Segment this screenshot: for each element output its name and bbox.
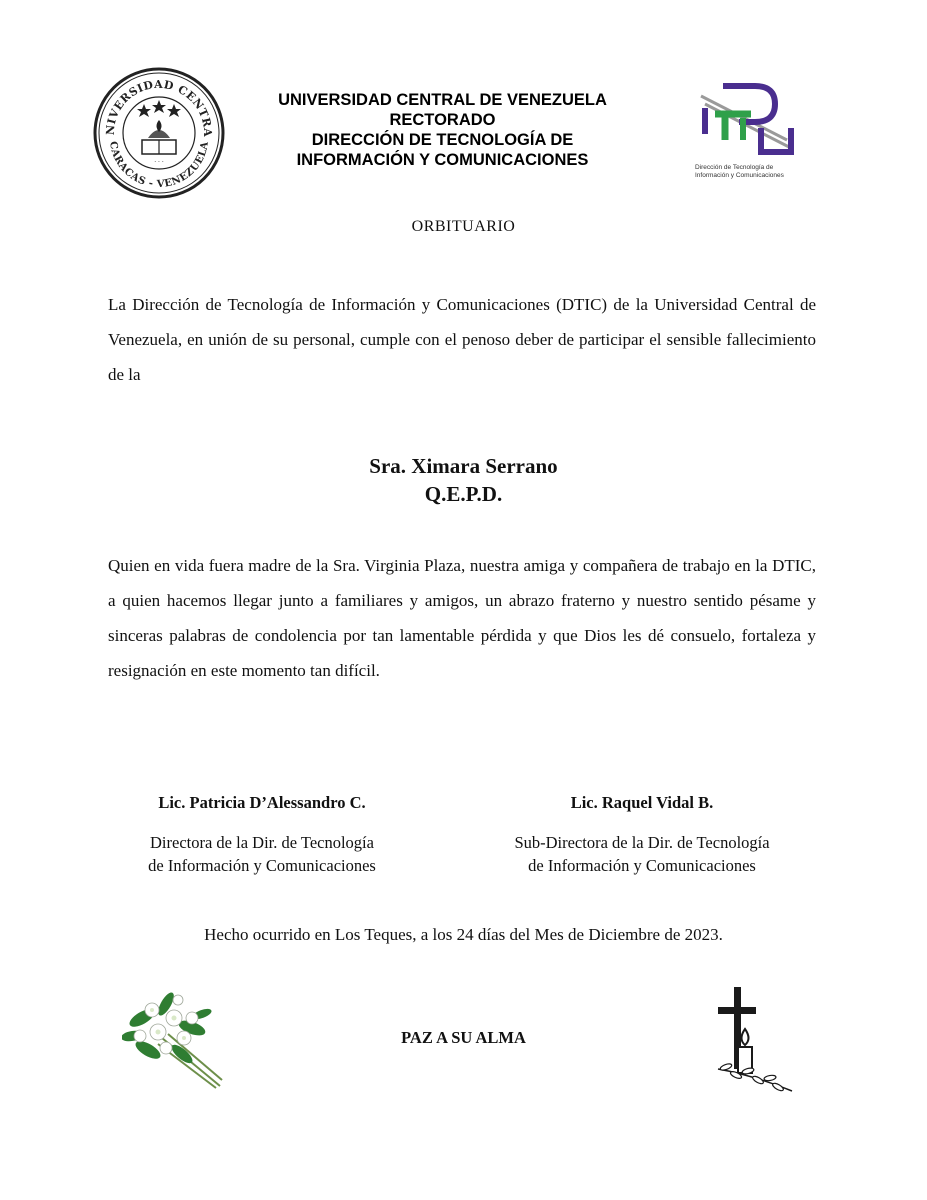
signer-title-line: de Información y Comunicaciones xyxy=(148,856,376,875)
intro-text: La Dirección de Tecnología de Información y Comunicaciones (DTIC) de la Universidad Central de Venezuela, en unión de su personal, cumple con el penoso deber de participar el sensible fallecimiento de la xyxy=(108,295,816,384)
dtic-logo-caption-line2: Información y Comunicaciones xyxy=(695,172,784,179)
dtic-logo-icon xyxy=(695,78,800,198)
signer-title-line: Directora de la Dir. de Tecnología xyxy=(150,833,374,852)
date-line: Hecho ocurrido en Los Teques, a los 24 días del Mes de Diciembre de 2023. xyxy=(204,925,723,944)
condolence-paragraph xyxy=(108,548,816,688)
dtic-logo-caption-line1: Dirección de Tecnología de xyxy=(695,164,774,171)
closing-phrase: PAZ A SU ALMA xyxy=(401,1028,526,1047)
svg-text:· · ·: · · · xyxy=(154,159,164,166)
seal-bottom-text: CARACAS - VENEZUELA xyxy=(107,140,211,191)
signer-name: Lic. Patricia D’Alessandro C. xyxy=(158,793,366,812)
deceased-name: Sra. Ximara Serrano xyxy=(369,454,558,478)
condolence-text: Quien en vida fuera madre de la Sra. Virginia Plaza, nuestra amiga y compañera de trabajo en la DTIC, a quien hacemos llegar junto a familiares y amigos, un abrazo fraterno y nuestro sentido pésame y sinceras palabras de condolencia por tan lamentable pérdida y que Dios les dé consuelo, fortaleza y resignación en este momento tan difícil. xyxy=(108,556,816,680)
header-line-direccion: DIRECCIÓN DE TECNOLOGÍA DE xyxy=(311,131,574,149)
cross-candle-icon xyxy=(712,985,796,1095)
header-line-informacion: INFORMACIÓN Y COMUNICACIONES xyxy=(296,151,589,169)
dtic-logo-caption xyxy=(695,164,800,180)
university-seal-icon xyxy=(92,66,226,200)
signer-title-line: Sub-Directora de la Dir. de Tecnología xyxy=(514,833,770,852)
deceased-block xyxy=(0,452,927,508)
seal-top-text: NIVERSIDAD CENTRA xyxy=(103,77,215,138)
signer-subdirector xyxy=(482,791,802,877)
signer-director xyxy=(112,791,412,877)
header-line-rectorado: RECTORADO xyxy=(389,111,496,129)
signer-title-line: de Información y Comunicaciones xyxy=(528,856,756,875)
document-type: ORBITUARIO xyxy=(411,218,516,235)
intro-paragraph xyxy=(108,287,816,392)
institution-header xyxy=(230,90,655,170)
signer-name: Lic. Raquel Vidal B. xyxy=(570,793,714,812)
deceased-suffix: Q.E.P.D. xyxy=(424,482,503,506)
header-line-university: UNIVERSIDAD CENTRAL DE VENEZUELA xyxy=(278,91,607,109)
